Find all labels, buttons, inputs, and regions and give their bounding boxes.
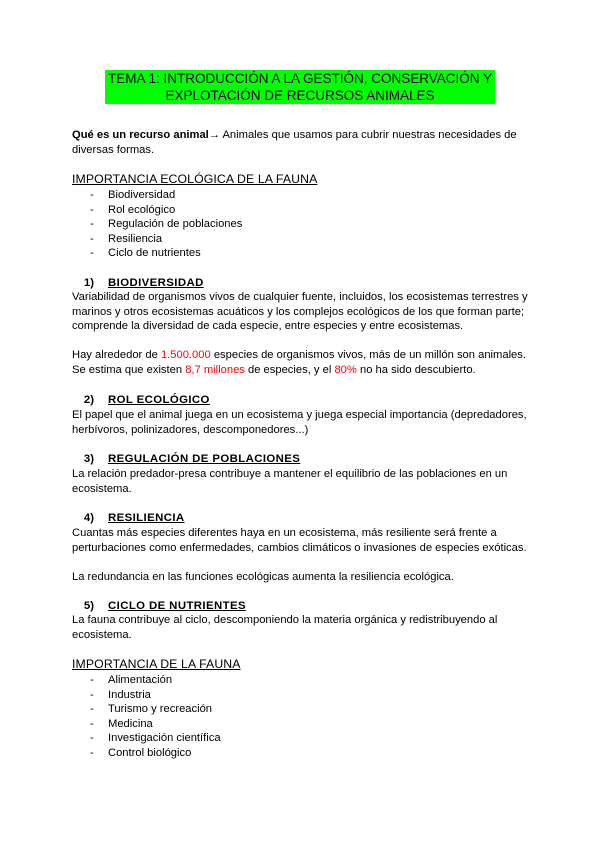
list-item: - Control biológico — [72, 746, 532, 761]
list-item: - Ciclo de nutrientes — [72, 246, 532, 261]
paragraph-biodiversidad-stats — [72, 348, 532, 377]
list-item: - Biodiversidad — [72, 188, 532, 203]
heading-number: 3) — [83, 453, 94, 465]
arrow-glyph: → — [208, 129, 220, 141]
heading-biodiversidad — [72, 276, 532, 291]
stats-text: de especies, y el — [244, 363, 335, 376]
definition-text: Animales que usamos para cubrir nuestras necesidades de diversas formas. — [72, 129, 517, 156]
heading-text: ROL ECOLÓGICO — [108, 394, 210, 406]
definition-term: Qué es un recurso animal — [72, 129, 209, 141]
stat-species-count: 1.500.000 — [160, 349, 211, 361]
list-item: - Alimentación — [72, 673, 532, 688]
stats-text: especies de organismos vivos, más de un millón son animales. Se estima que existen — [72, 349, 526, 376]
section-heading-importancia-ecologica: IMPORTANCIA ECOLÓGICA DE LA FAUNA — [72, 172, 318, 186]
paragraph-resiliencia-redundancia: La redundancia en las funciones ecológicas aumenta la resiliencia ecológica. — [72, 571, 454, 583]
list-item: - Industria — [72, 688, 532, 703]
heading-number: 2) — [83, 394, 94, 406]
list-importancia-ecologica — [72, 188, 532, 261]
heading-resiliencia — [72, 511, 532, 526]
list-item: - Rol ecológico — [72, 203, 532, 218]
list-item: - Medicina — [72, 717, 532, 732]
heading-text: RESILIENCIA — [108, 512, 185, 524]
title-highlight — [105, 70, 495, 104]
definition-paragraph — [72, 128, 532, 157]
heading-number: 5) — [83, 600, 94, 612]
paragraph-rol-ecologico: El papel que el animal juega en un ecosistema y juega especial importancia (depredadores, herbívoros, polinizadores, descomponedores...) — [72, 409, 527, 436]
document-title — [0, 70, 600, 105]
list-item: - Regulación de poblaciones — [72, 217, 532, 232]
stats-text: Hay alrededor de — [72, 349, 161, 361]
stat-estimated-species: 8,7 millones — [185, 363, 245, 376]
list-importancia-fauna — [72, 673, 532, 761]
title-line-2: EXPLOTACIÓN DE RECURSOS ANIMALES — [165, 88, 435, 103]
stat-undiscovered-percent: 80% — [334, 363, 357, 376]
paragraph-regulacion-poblaciones: La relación predador-presa contribuye a mantener el equilibrio de las poblaciones en un ecosistema. — [72, 468, 508, 495]
heading-regulacion-poblaciones — [72, 452, 532, 467]
heading-number: 4) — [83, 512, 94, 524]
paragraph-biodiversidad-definition: Variabilidad de organismos vivos de cualquier fuente, incluidos, los ecosistemas terrestres y marinos y otros ecosistemas acuáticos y los complejos ecológicos de los que forman parte; comprende la diversidad de cada especie, entre especies y entre ecosistemas. — [72, 291, 528, 332]
section-heading-importancia-fauna: IMPORTANCIA DE LA FAUNA — [72, 657, 241, 671]
list-item: - Resiliencia — [72, 232, 532, 247]
heading-text: REGULACIÓN DE POBLACIONES — [108, 453, 301, 465]
heading-text: CICLO DE NUTRIENTES — [108, 600, 246, 612]
heading-rol-ecologico — [72, 393, 532, 408]
paragraph-resiliencia: Cuantas más especies diferentes haya en un ecosistema, más resiliente será frente a perturbaciones como enfermedades, cambios climáticos o invasiones de especies exóticas. — [72, 527, 527, 554]
paragraph-ciclo-nutrientes: La fauna contribuye al ciclo, descomponiendo la materia orgánica y redistribuyendo al ecosistema. — [72, 614, 498, 641]
stats-text: no ha sido descubierto. — [356, 363, 476, 376]
heading-number: 1) — [83, 277, 94, 289]
title-line-1: TEMA 1: INTRODUCCIÓN A LA GESTIÓN, CONSERVACIÓN Y — [107, 71, 493, 86]
heading-ciclo-nutrientes — [72, 599, 532, 614]
heading-text: BIODIVERSIDAD — [108, 277, 204, 289]
list-item: - Investigación científica — [72, 731, 532, 746]
list-item: - Turismo y recreación — [72, 702, 532, 717]
